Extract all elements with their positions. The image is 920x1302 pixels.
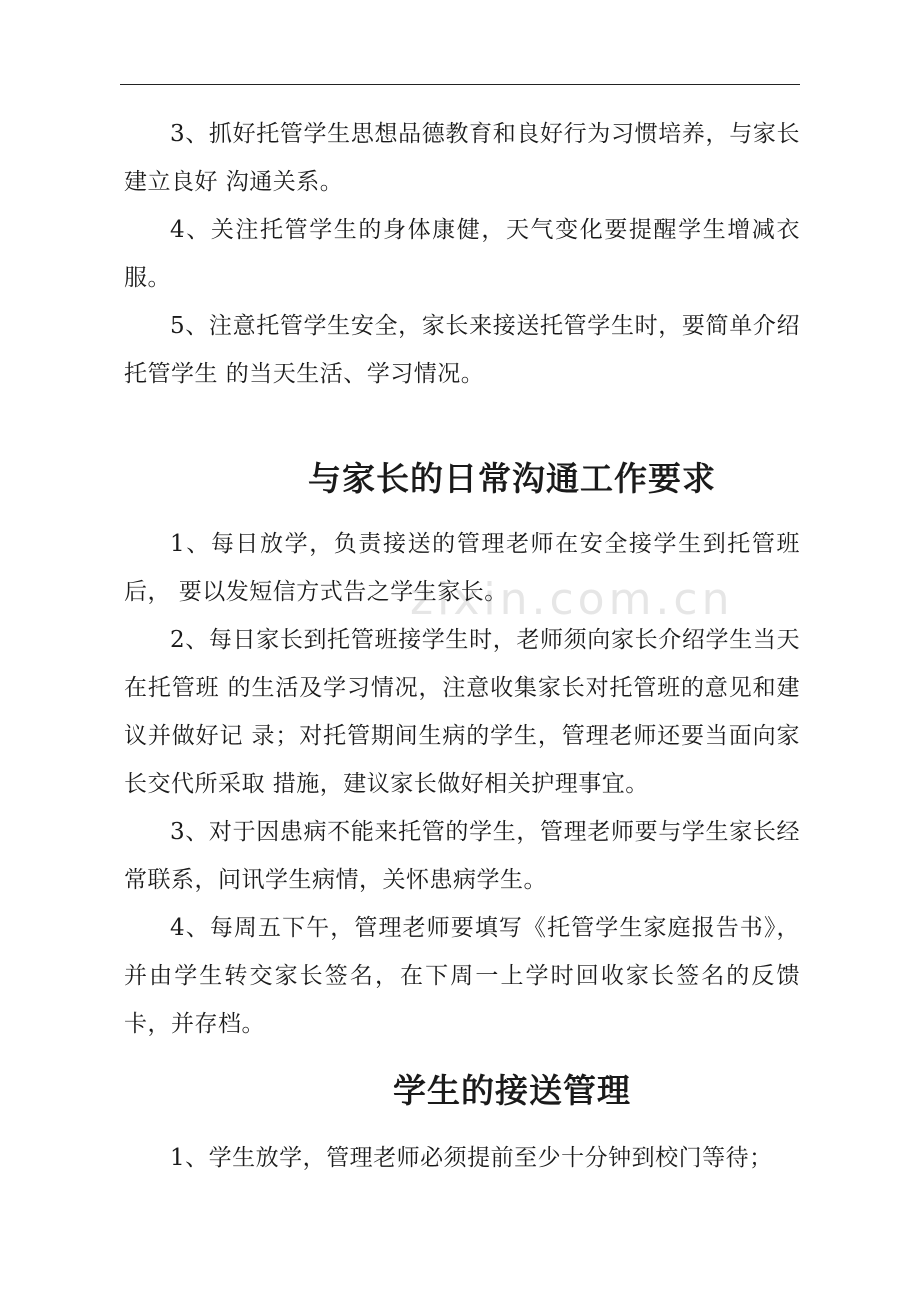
section-spacer xyxy=(124,398,800,454)
paragraph: 4、每周五下午，管理老师要填写《托管学生家庭报告书》，并由学生转交家长签名，在下周一上学时回收家长签名的反馈卡，并存档。 xyxy=(124,915,800,1037)
section-heading: 与家长的日常沟通工作要求 xyxy=(308,459,716,498)
header-rule xyxy=(120,84,800,85)
paragraph: 3、抓好托管学生思想品德教育和良好行为习惯培养，与家长建立良好 沟通关系。 xyxy=(124,121,800,195)
paragraph: 3、对于因患病不能来托管的学生，管理老师要与学生家长经常联系，问讯学生病情，关怀患病学生。 xyxy=(124,819,800,893)
paragraph: 5、注意托管学生安全，家长来接送托管学生时，要简单介绍托管学生 的当天生活、学习情况。 xyxy=(124,313,800,387)
paragraph: 1、每日放学，负责接送的管理老师在安全接学生到托管班后， 要以发短信方式告之学生家长。 xyxy=(124,531,800,605)
section-heading: 学生的接送管理 xyxy=(393,1071,631,1110)
paragraph: 4、关注托管学生的身体康健，天气变化要提醒学生增减衣服。 xyxy=(124,217,800,291)
paragraph: 2、每日家长到托管班接学生时，老师须向家长介绍学生当天在托管班 的生活及学习情况，注意收集家长对托管班的意见和建议并做好记 录；对托管期间生病的学生，管理老师还要当面向家长交代所采取 措施，建议家长做好相关护理事宜。 xyxy=(124,627,800,797)
paragraph: 1、学生放学，管理老师必须提前至少十分钟到校门等待； xyxy=(170,1145,773,1171)
watermark: zixin.com.cn xyxy=(410,574,734,625)
document-body xyxy=(124,110,800,1182)
